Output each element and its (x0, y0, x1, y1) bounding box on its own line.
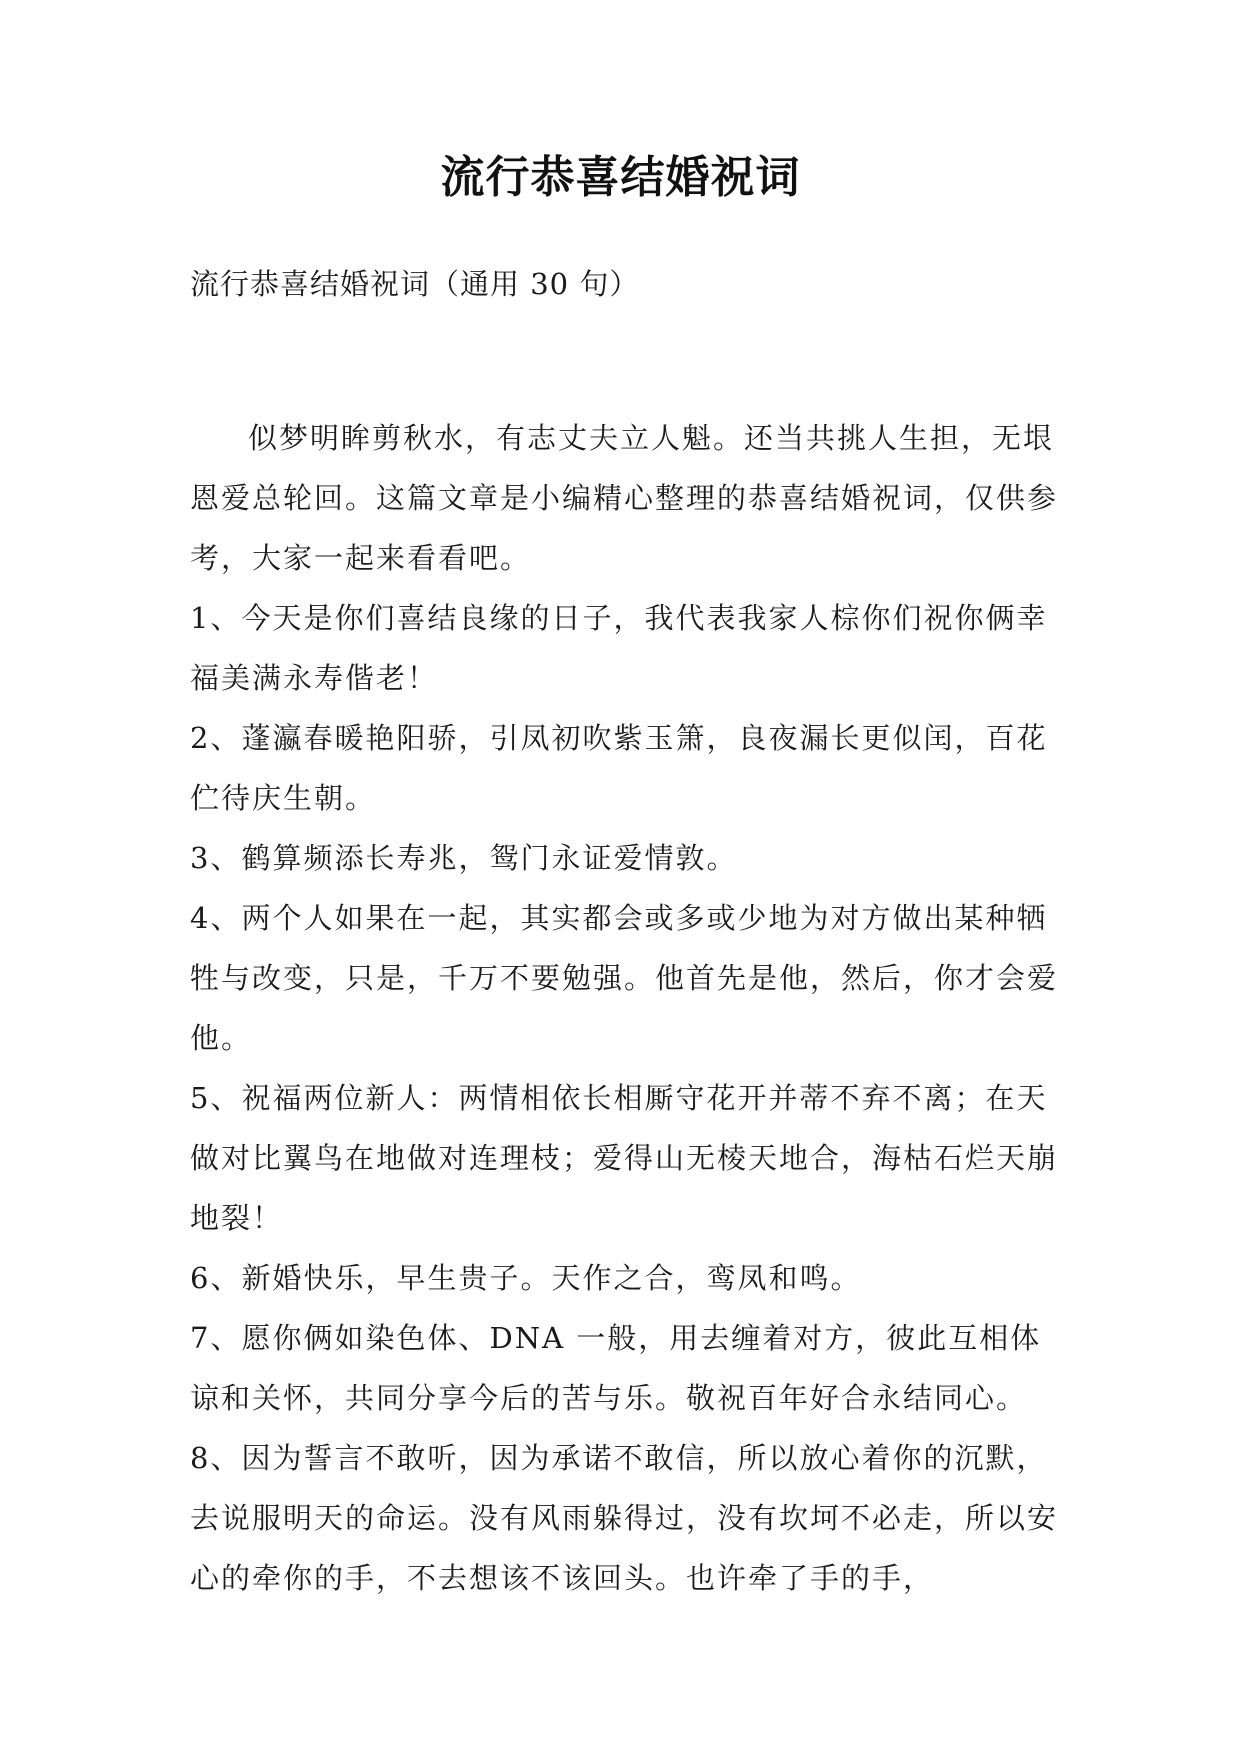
list-item: 3、鹤算频添长寿兆，鸳门永证爱情敦。 (190, 841, 738, 875)
list-item: 6、新婚快乐，早生贵子。天作之合，鸾凤和鸣。 (190, 1261, 862, 1295)
list-item: 8、因为誓言不敢听，因为承诺不敢信，所以放心着你的沉默，去说服明天的命运。没有风雨躲得过，没有坎坷不必走，所以安心的牵你的手，不去想该不该回头。也许牵了手的手， (190, 1441, 1059, 1595)
document-body (190, 408, 1070, 1608)
document-subtitle: 流行恭喜结婚祝词（通用 30 句） (190, 267, 640, 301)
list-item: 5、祝福两位新人：两情相依长相厮守花开并蒂不弃不离；在天做对比翼鸟在地做对连理枝；爱得山无棱天地合，海枯石烂天崩地裂！ (190, 1081, 1059, 1235)
document-title: 流行恭喜结婚祝词 (440, 152, 801, 203)
list-item: 2、蓬瀛春暖艳阳骄，引凤初吹紫玉箫，良夜漏长更似闰，百花伫待庆生朝。 (190, 721, 1048, 815)
intro-paragraph: 似梦明眸剪秋水，有志丈夫立人魁。还当共挑人生担，无垠恩爱总轮回。这篇文章是小编精心整理的恭喜结婚祝词，仅供参考，大家一起来看看吧。 (190, 421, 1059, 575)
list-item: 7、愿你俩如染色体、DNA 一般，用去缠着对方，彼此互相体谅和关怀，共同分享今后的苦与乐。敬祝百年好合永结同心。 (190, 1321, 1042, 1415)
list-item: 1、今天是你们喜结良缘的日子，我代表我家人棕你们祝你俩幸福美满永寿偕老！ (190, 601, 1048, 695)
list-item: 4、两个人如果在一起，其实都会或多或少地为对方做出某种牺牲与改变，只是，千万不要勉强。他首先是他，然后，你才会爱他。 (190, 901, 1059, 1055)
